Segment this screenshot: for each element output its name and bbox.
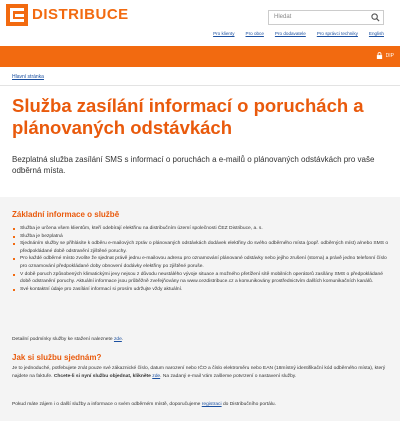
howto-text: Je to jednoduché, potřebujete znát pouze své zákaznické číslo, datum narození nebo IČO a číslo elektroměru nebo EAN (18místný identifikační kód odběrného místa), který najdete na faktuře. [12,366,386,379]
top-navigation [213,31,384,36]
cez-logo-icon[interactable] [6,4,28,26]
basic-info-list [12,225,392,293]
breadcrumb-home[interactable]: Hlavní stránka [12,74,44,80]
dip-button[interactable] [376,52,394,59]
search-icon[interactable] [371,13,380,22]
search-input[interactable] [268,10,384,25]
list-item: Sjednáním služby se přihlásíte k odběru e-mailových zpráv o plánovaných odstávkách dodávek elektřiny do svého odběrného místa (popř. odběrných míst) a/nebo SMS o předpokládané době odstranění zjištěné poruchy. [12,240,392,255]
howto-paragraph [12,365,392,380]
portal-paragraph [12,402,392,407]
terms-link[interactable]: zde [113,337,122,342]
page-lead: Bezplatná služba zasílání SMS s informací o poruchách a e-mailů o plánovaných odstávkách pro vaše odběrná místa. [12,155,375,175]
divider [0,85,400,86]
site-header [0,0,400,46]
nav-link-english[interactable]: English [368,31,384,36]
nav-link-pro-obce[interactable]: Pro obce [245,31,264,36]
howto-bold-text: Chcete-li si nyní službu objednat, klikněte [53,373,151,379]
order-link[interactable]: zde [152,373,161,379]
dip-label: DIP [385,52,394,59]
terms-note-text: Detailní podmínky služby ke stažení naleznete [12,337,113,342]
list-item: Služba je určena všem klientům, kteří odebírají elektřinu na distribučním území společnosti ČEZ Distribuce, a. s. [12,225,392,233]
howto-text-end: . Na zadaný e-mail Vám zašleme potvrzení o nastavení služby. [160,373,297,379]
basic-info-heading: Základní informace o službě [12,210,120,219]
page-title: Služba zasílání informací o poruchách a plánovaných odstávkách [12,95,364,138]
brand-name[interactable]: DISTRIBUCE [32,6,129,23]
portal-text: Pokud máte zájem i o další služby a informace o svém odběrném místě, doporučujeme [12,402,201,407]
nav-link-pro-klienty[interactable]: Pro klienty [213,31,235,36]
howto-heading: Jak si službu sjednám? [12,353,102,362]
list-item: Pro každé odběrné místo zvolíte že sjednat právě jednu e-mailovou adresu pro oznamování plánované odstávky nebo jejího zrušení (storna) a právě jedno telefonní číslo pro oznamování předpokládané doby obnovení dodávky elektřiny po zjištěné poruše. [12,255,392,270]
search-placeholder: Hledat [274,14,292,20]
list-item: Své kontaktní údaje pro zasílání informací si prosím udržujte vždy aktuální. [12,286,392,294]
nav-link-pro-spravci-techniky[interactable]: Pro správci techniky [316,31,358,36]
portal-text-end: do Distribučního portálu. [222,402,276,407]
lock-icon [376,52,383,59]
registration-link[interactable]: registraci [201,402,222,407]
nav-link-pro-dodavatele[interactable]: Pro dodavatele [274,31,306,36]
list-item: V době poruch způsobených klimatickými jevy nejsou z důvodu neustálého vývoje situace a možného přetížení sítě mobilních operátorů zasílány SMS o předpokládané době odstranění poruchy. Aktuální informace jsou průběžně zveřejňovány na www.cezdistribuce.cz a komunikovány prostřednictvím dalších komunikačních kanálů. [12,271,392,286]
list-item: Služba je bezplatná [12,233,392,241]
main-menu-bar [0,46,400,67]
terms-note: Detailní podmínky služby ke stažení naleznete zde. [12,337,124,342]
